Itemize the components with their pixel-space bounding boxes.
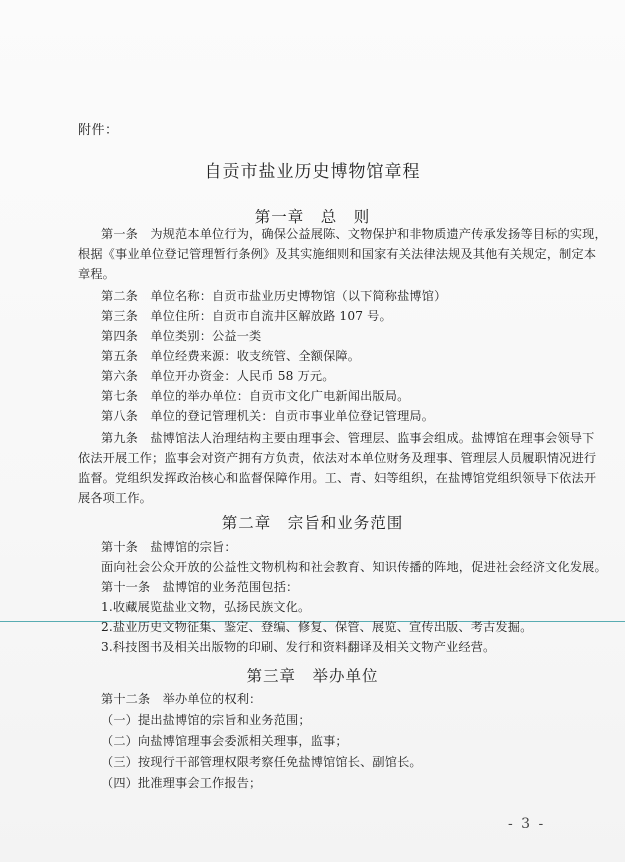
paragraph-line: （二）向盐博馆理事会委派相关理事，监事； <box>101 734 348 748</box>
paragraph-line: 第六条 单位开办资金：人民币 58 万元。 <box>101 369 335 383</box>
paragraph-line: 第十二条 举办单位的权利： <box>101 692 262 706</box>
paragraph-line: 章程。 <box>78 267 116 281</box>
paragraph-line: 第九条 盐博馆法人治理结构主要由理事会、管理层、监事会组成。盐博馆在理事会领导下 <box>101 431 595 445</box>
paragraph-line: 第十一条 盐博馆的业务范围包括： <box>101 580 299 594</box>
paragraph-line: 第八条 单位的登记管理机关：自贡市事业单位登记管理局。 <box>101 409 435 423</box>
paragraph-line: 第四条 单位类别：公益一类 <box>101 329 262 343</box>
attachment-label: 附件： <box>78 123 119 138</box>
paragraph-line: （一）提出盐博馆的宗旨和业务范围； <box>101 713 311 727</box>
paragraph-line: 第五条 单位经费来源：收支统管、全额保障。 <box>101 349 361 363</box>
chapter-heading-3: 第三章 举办单位 <box>246 667 379 685</box>
paragraph-line: 3.科技图书及相关出版物的印刷、发行和资料翻译及相关文物产业经营。 <box>101 640 496 654</box>
paragraph-line: 第一条 为规范本单位行为，确保公益展陈、文物保护和非物质遗产传承发扬等目标的实现， <box>101 227 607 241</box>
paragraph-line: 第三条 单位住所：自贡市自流井区解放路 107 号。 <box>101 309 392 323</box>
paragraph-line: （三）按现行干部管理权限考察任免盐博馆馆长、副馆长。 <box>101 755 422 769</box>
paragraph-line: 第二条 单位名称：自贡市盐业历史博物馆（以下简称盐博馆） <box>101 289 447 303</box>
paragraph-line: 2.盐业历史文物征集、鉴定、登编、修复、保管、展览、宣传出版、考古发掘。 <box>101 620 533 634</box>
paragraph-line: 1.收藏展览盐业文物，弘扬民族文化。 <box>101 600 311 614</box>
paragraph-line: 根据《事业单位登记管理暂行条例》及其实施细则和国家有关法律法规及其他有关规定，制定本 <box>78 247 597 261</box>
page-number: - 3 - <box>508 816 546 832</box>
paragraph-line: 依法开展工作；监事会对资产拥有方负责，依法对本单位财务及理事、管理层人员履职情况进行 <box>78 451 597 465</box>
paragraph-line: 面向社会公众开放的公益性文物机构和社会教育、知识传播的阵地，促进社会经济文化发展。 <box>101 560 607 574</box>
paragraph-line: 第七条 单位的举办单位：自贡市文化广电新闻出版局。 <box>101 389 410 403</box>
paragraph-line: 展各项工作。 <box>78 491 153 505</box>
paragraph-line: 第十条 盐博馆的宗旨： <box>101 540 237 554</box>
document-title: 自贡市盐业历史博物馆章程 <box>204 162 421 182</box>
paragraph-line: 监督。党组织发挥政治核心和监督保障作用。工、青、妇等组织，在盐博馆党组织领导下依法开 <box>78 471 597 485</box>
chapter-heading-2: 第二章 宗旨和业务范围 <box>221 514 404 532</box>
paragraph-line: （四）批准理事会工作报告； <box>101 776 262 790</box>
chapter-heading-1: 第一章 总 则 <box>254 208 371 226</box>
